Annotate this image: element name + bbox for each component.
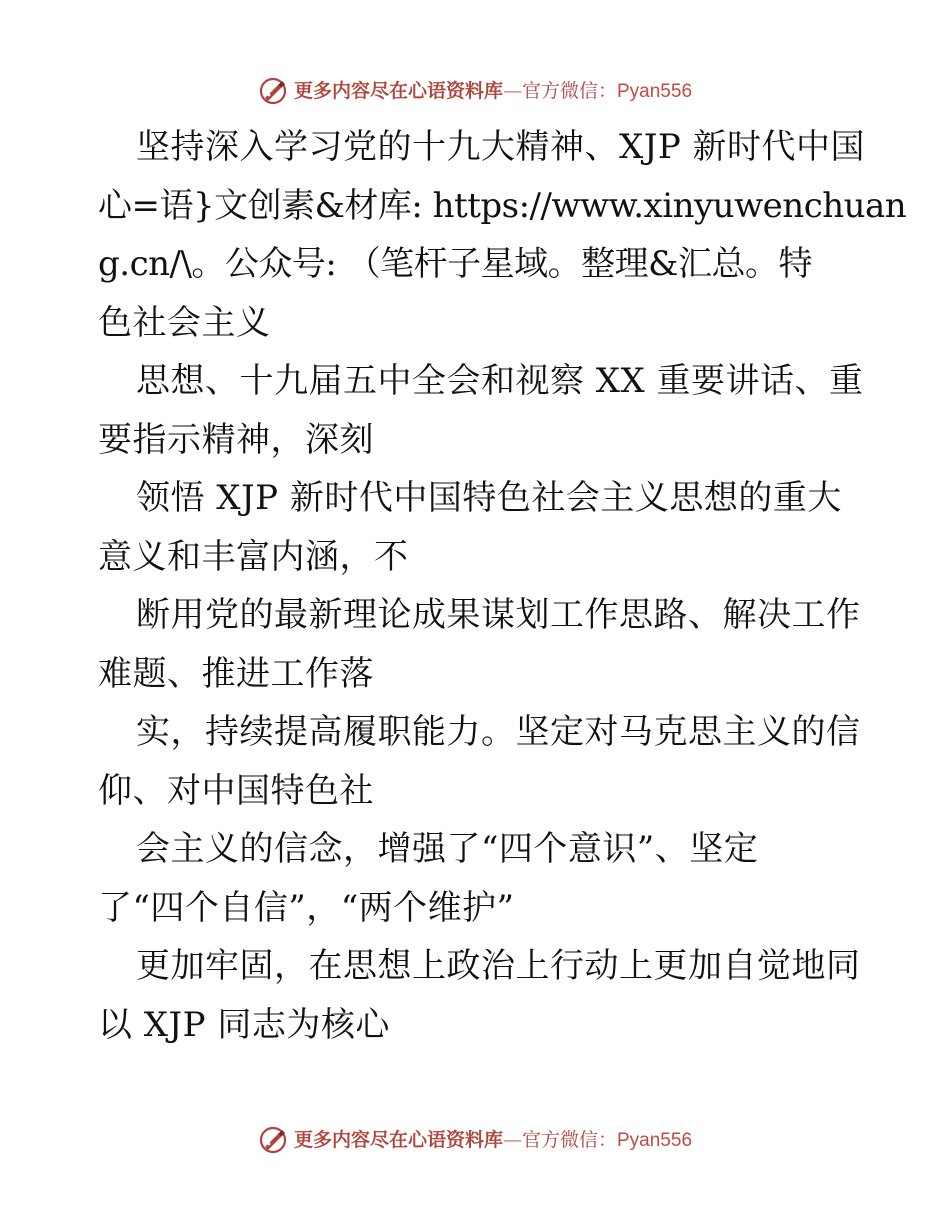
body-line: 坚持深入学习党的十九大精神、XJP 新时代中国 xyxy=(136,127,866,167)
body-line: 断用党的最新理论成果谋划工作思路、解决工作 xyxy=(136,595,861,635)
body-line: 更加牢固，在思想上政治上行动上更加自觉地同 xyxy=(136,946,861,986)
body-line: 难题、推进工作落 xyxy=(98,653,374,694)
footer-text xyxy=(294,1125,692,1156)
body-line: 领悟 XJP 新时代中国特色社会主义思想的重大 xyxy=(136,478,842,518)
header-dash: — xyxy=(502,79,522,102)
body-line: 会主义的信念，增强了“四个意识”、坚定 xyxy=(136,829,759,869)
footer-wechat-label: 官方微信： xyxy=(521,1128,617,1151)
body-line: 以 XJP 同志为核心 xyxy=(98,1004,390,1045)
body-line: 心=语}文创素&材库: https://www.xinyuwenchuan xyxy=(98,185,907,226)
header-text xyxy=(294,76,692,107)
body-line: 实，持续提高履职能力。坚定对马克思主义的信 xyxy=(136,712,861,752)
body-line: 意义和丰富内涵，不 xyxy=(98,536,409,577)
body-line: 要指示精神，深刻 xyxy=(98,419,374,460)
document-body xyxy=(98,118,907,1054)
header-banner xyxy=(0,74,950,108)
body-line: 仰、对中国特色社 xyxy=(98,770,374,811)
header-wechat-handle: Pyan556 xyxy=(617,80,693,102)
body-line: g.cn/\。公众号: （笔杆子星域。整理&汇总。特 xyxy=(98,244,812,284)
pen-logo-icon xyxy=(258,76,288,106)
footer-brand: 更多内容尽在心语资料库 xyxy=(293,1128,503,1151)
header-brand: 更多内容尽在心语资料库 xyxy=(293,79,503,102)
body-line: 了“四个自信”，“两个维护” xyxy=(98,887,515,928)
footer-dash: — xyxy=(502,1128,522,1151)
pen-logo-icon xyxy=(258,1125,288,1155)
footer-banner xyxy=(0,1123,950,1157)
header-wechat-label: 官方微信： xyxy=(521,79,617,102)
footer-wechat-handle: Pyan556 xyxy=(617,1129,693,1151)
body-line: 思想、十九届五中全会和视察 XX 重要讲话、重 xyxy=(136,361,864,401)
body-line: 色社会主义 xyxy=(98,302,271,343)
